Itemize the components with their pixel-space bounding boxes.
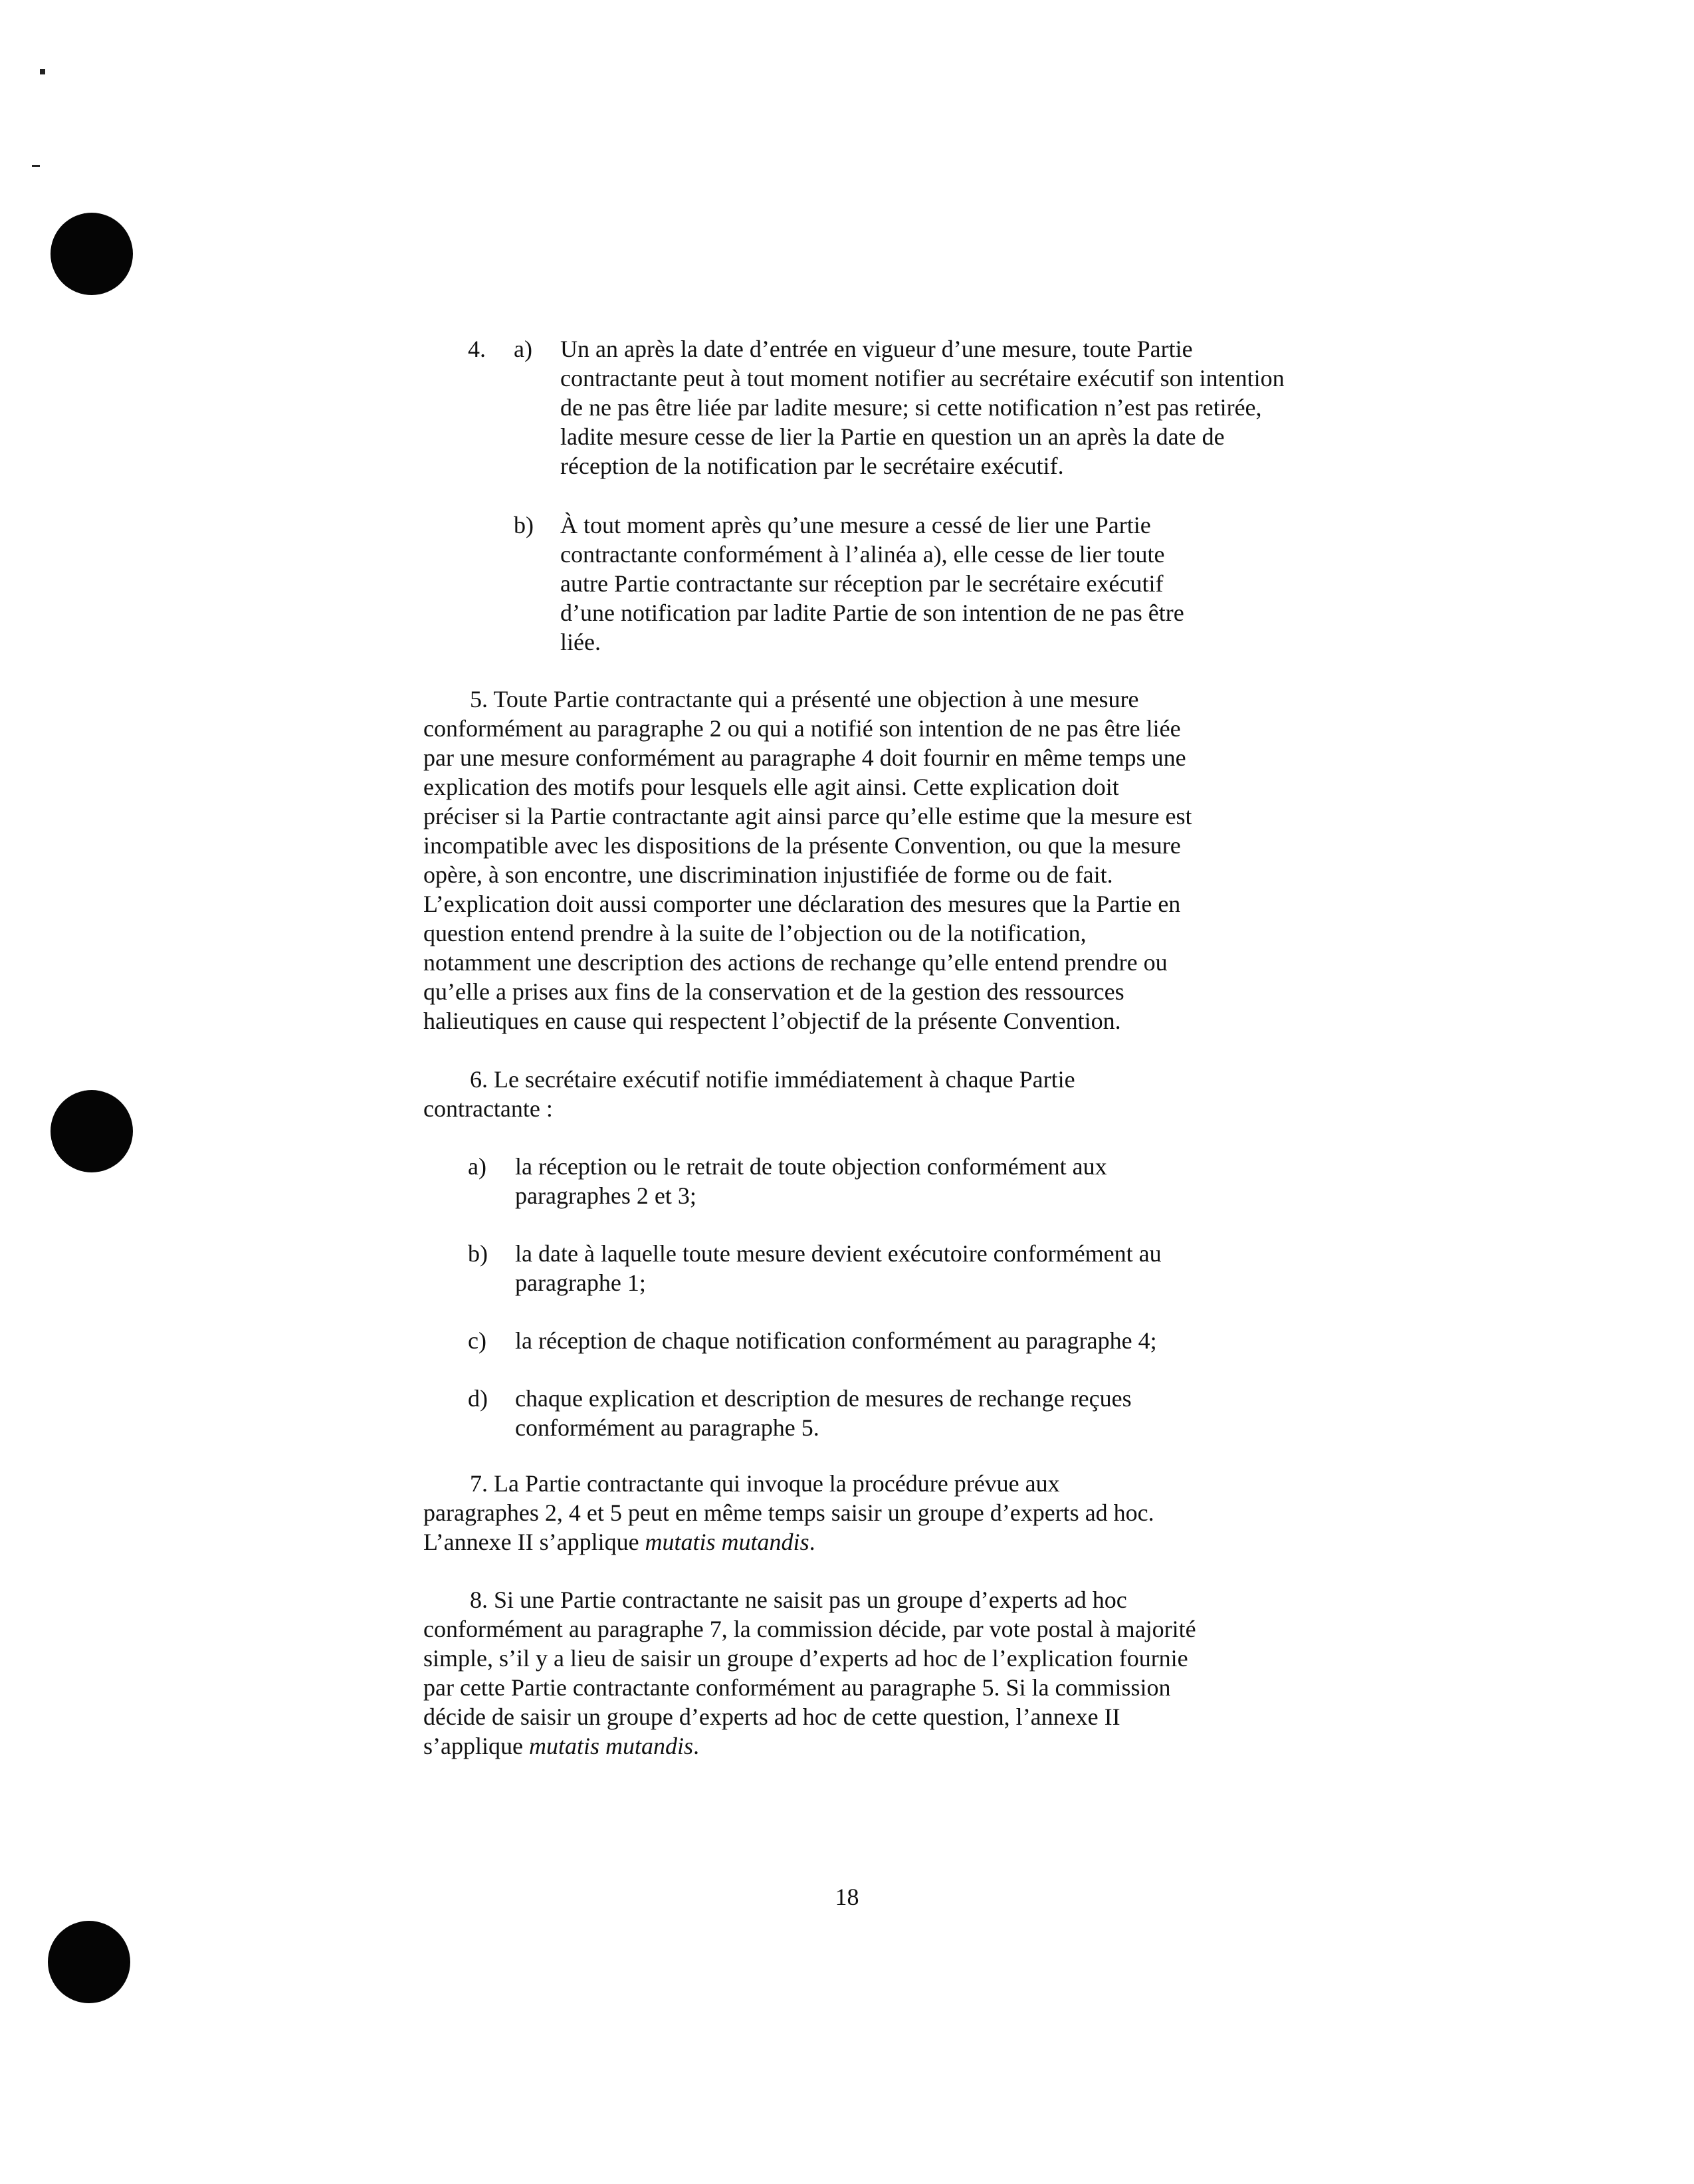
para-4a-text — [560, 334, 1285, 481]
scan-speck — [40, 69, 45, 74]
para-6c-label: c) — [468, 1327, 486, 1354]
para-8 — [423, 1585, 1241, 1761]
para-6 — [423, 1065, 1241, 1123]
text-line: notamment une description des actions de rechange qu’elle entend prendre ou — [423, 949, 1168, 976]
punch-hole-bottom — [48, 1921, 130, 2003]
text-line: 5. Toute Partie contractante qui a présenté une objection à une mesure — [470, 686, 1139, 712]
text-line: question entend prendre à la suite de l’objection ou de la notification, — [423, 920, 1087, 946]
text-line: halieutiques en cause qui respectent l’objectif de la présente Convention. — [423, 1008, 1121, 1034]
punch-hole-top — [51, 213, 133, 295]
text-line: conformément au paragraphe 5. — [515, 1414, 819, 1441]
text-line: 7. La Partie contractante qui invoque la procédure prévue aux — [470, 1470, 1060, 1497]
para-7 — [423, 1469, 1241, 1557]
text-segment: L’annexe II s’applique — [423, 1529, 645, 1555]
italic-phrase: mutatis mutandis — [645, 1529, 809, 1555]
para-6c-text — [515, 1326, 1157, 1355]
text-line: par une mesure conformément au paragraphe 4 doit fournir en même temps une — [423, 744, 1186, 771]
para-6d-label: d) — [468, 1385, 488, 1412]
text-line: conformément au paragraphe 2 ou qui a notifié son intention de ne pas être liée — [423, 715, 1181, 742]
text-line: préciser si la Partie contractante agit ainsi parce qu’elle estime que la mesure est — [423, 803, 1192, 829]
text-line: la réception de chaque notification conformément au paragraphe 4; — [515, 1327, 1157, 1354]
para-6b-text — [515, 1239, 1162, 1297]
para-4-number: 4. — [468, 336, 486, 362]
text-line: contractante peut à tout moment notifier au secrétaire exécutif son intention — [560, 365, 1285, 391]
text-line: paragraphes 2, 4 et 5 peut en même temps saisir un groupe d’experts ad hoc. — [423, 1499, 1154, 1526]
text-line: L’explication doit aussi comporter une déclaration des mesures que la Partie en — [423, 891, 1181, 917]
text-line: contractante conformément à l’alinéa a), elle cesse de lier toute — [560, 541, 1165, 568]
para-4a-label: a) — [514, 336, 532, 362]
text-line: 8. Si une Partie contractante ne saisit pas un groupe d’experts ad hoc — [470, 1586, 1127, 1613]
text-line: conformément au paragraphe 7, la commission décide, par vote postal à majorité — [423, 1616, 1196, 1642]
text-line: ladite mesure cesse de lier la Partie en question un an après la date de — [560, 423, 1225, 450]
text-line: de ne pas être liée par ladite mesure; si cette notification n’est pas retirée, — [560, 394, 1262, 421]
text-line: qu’elle a prises aux fins de la conservation et de la gestion des ressources — [423, 978, 1124, 1005]
text-segment: . — [693, 1733, 699, 1759]
text-line — [423, 1731, 1241, 1761]
page-number: 18 — [835, 1884, 859, 1910]
text-line: autre Partie contractante sur réception par le secrétaire exécutif — [560, 570, 1164, 597]
italic-phrase: mutatis mutandis — [528, 1733, 693, 1759]
punch-hole-middle — [51, 1090, 133, 1172]
text-line: d’une notification par ladite Partie de son intention de ne pas être — [560, 600, 1184, 626]
text-line: décide de saisir un groupe d’experts ad hoc de cette question, l’annexe II — [423, 1703, 1120, 1730]
text-line: explication des motifs pour lesquels elle agit ainsi. Cette explication doit — [423, 774, 1119, 800]
text-line: paragraphes 2 et 3; — [515, 1182, 696, 1209]
text-line — [423, 1527, 1241, 1557]
text-line: opère, à son encontre, une discrimination injustifiée de forme ou de fait. — [423, 861, 1113, 888]
text-segment: . — [809, 1529, 815, 1555]
text-line: À tout moment après qu’une mesure a cessé de lier une Partie — [560, 512, 1151, 538]
para-6d-text — [515, 1384, 1132, 1442]
text-line: la date à laquelle toute mesure devient exécutoire conformément au — [515, 1240, 1162, 1267]
text-line: réception de la notification par le secrétaire exécutif. — [560, 453, 1064, 479]
text-line: la réception ou le retrait de toute objection conformément aux — [515, 1153, 1107, 1180]
text-segment: s’applique — [423, 1733, 529, 1759]
text-line: 6. Le secrétaire exécutif notifie immédiatement à chaque Partie — [470, 1066, 1075, 1093]
para-6a-label: a) — [468, 1153, 486, 1180]
para-5 — [423, 685, 1241, 1036]
para-4b-label: b) — [514, 512, 534, 538]
text-line: contractante : — [423, 1095, 553, 1122]
text-line: incompatible avec les dispositions de la présente Convention, ou que la mesure — [423, 832, 1181, 859]
para-6b-label: b) — [468, 1240, 488, 1267]
text-line: paragraphe 1; — [515, 1269, 646, 1296]
text-line: Un an après la date d’entrée en vigueur d’une mesure, toute Partie — [560, 336, 1193, 362]
text-line: chaque explication et description de mesures de rechange reçues — [515, 1385, 1132, 1412]
text-line: liée. — [560, 629, 601, 655]
para-6a-text — [515, 1152, 1107, 1210]
text-line: par cette Partie contractante conformément au paragraphe 5. Si la commission — [423, 1674, 1171, 1701]
text-line: simple, s’il y a lieu de saisir un groupe d’experts ad hoc de l’explication fournie — [423, 1645, 1188, 1672]
para-4b-text — [560, 510, 1184, 657]
scan-speck — [32, 165, 40, 167]
